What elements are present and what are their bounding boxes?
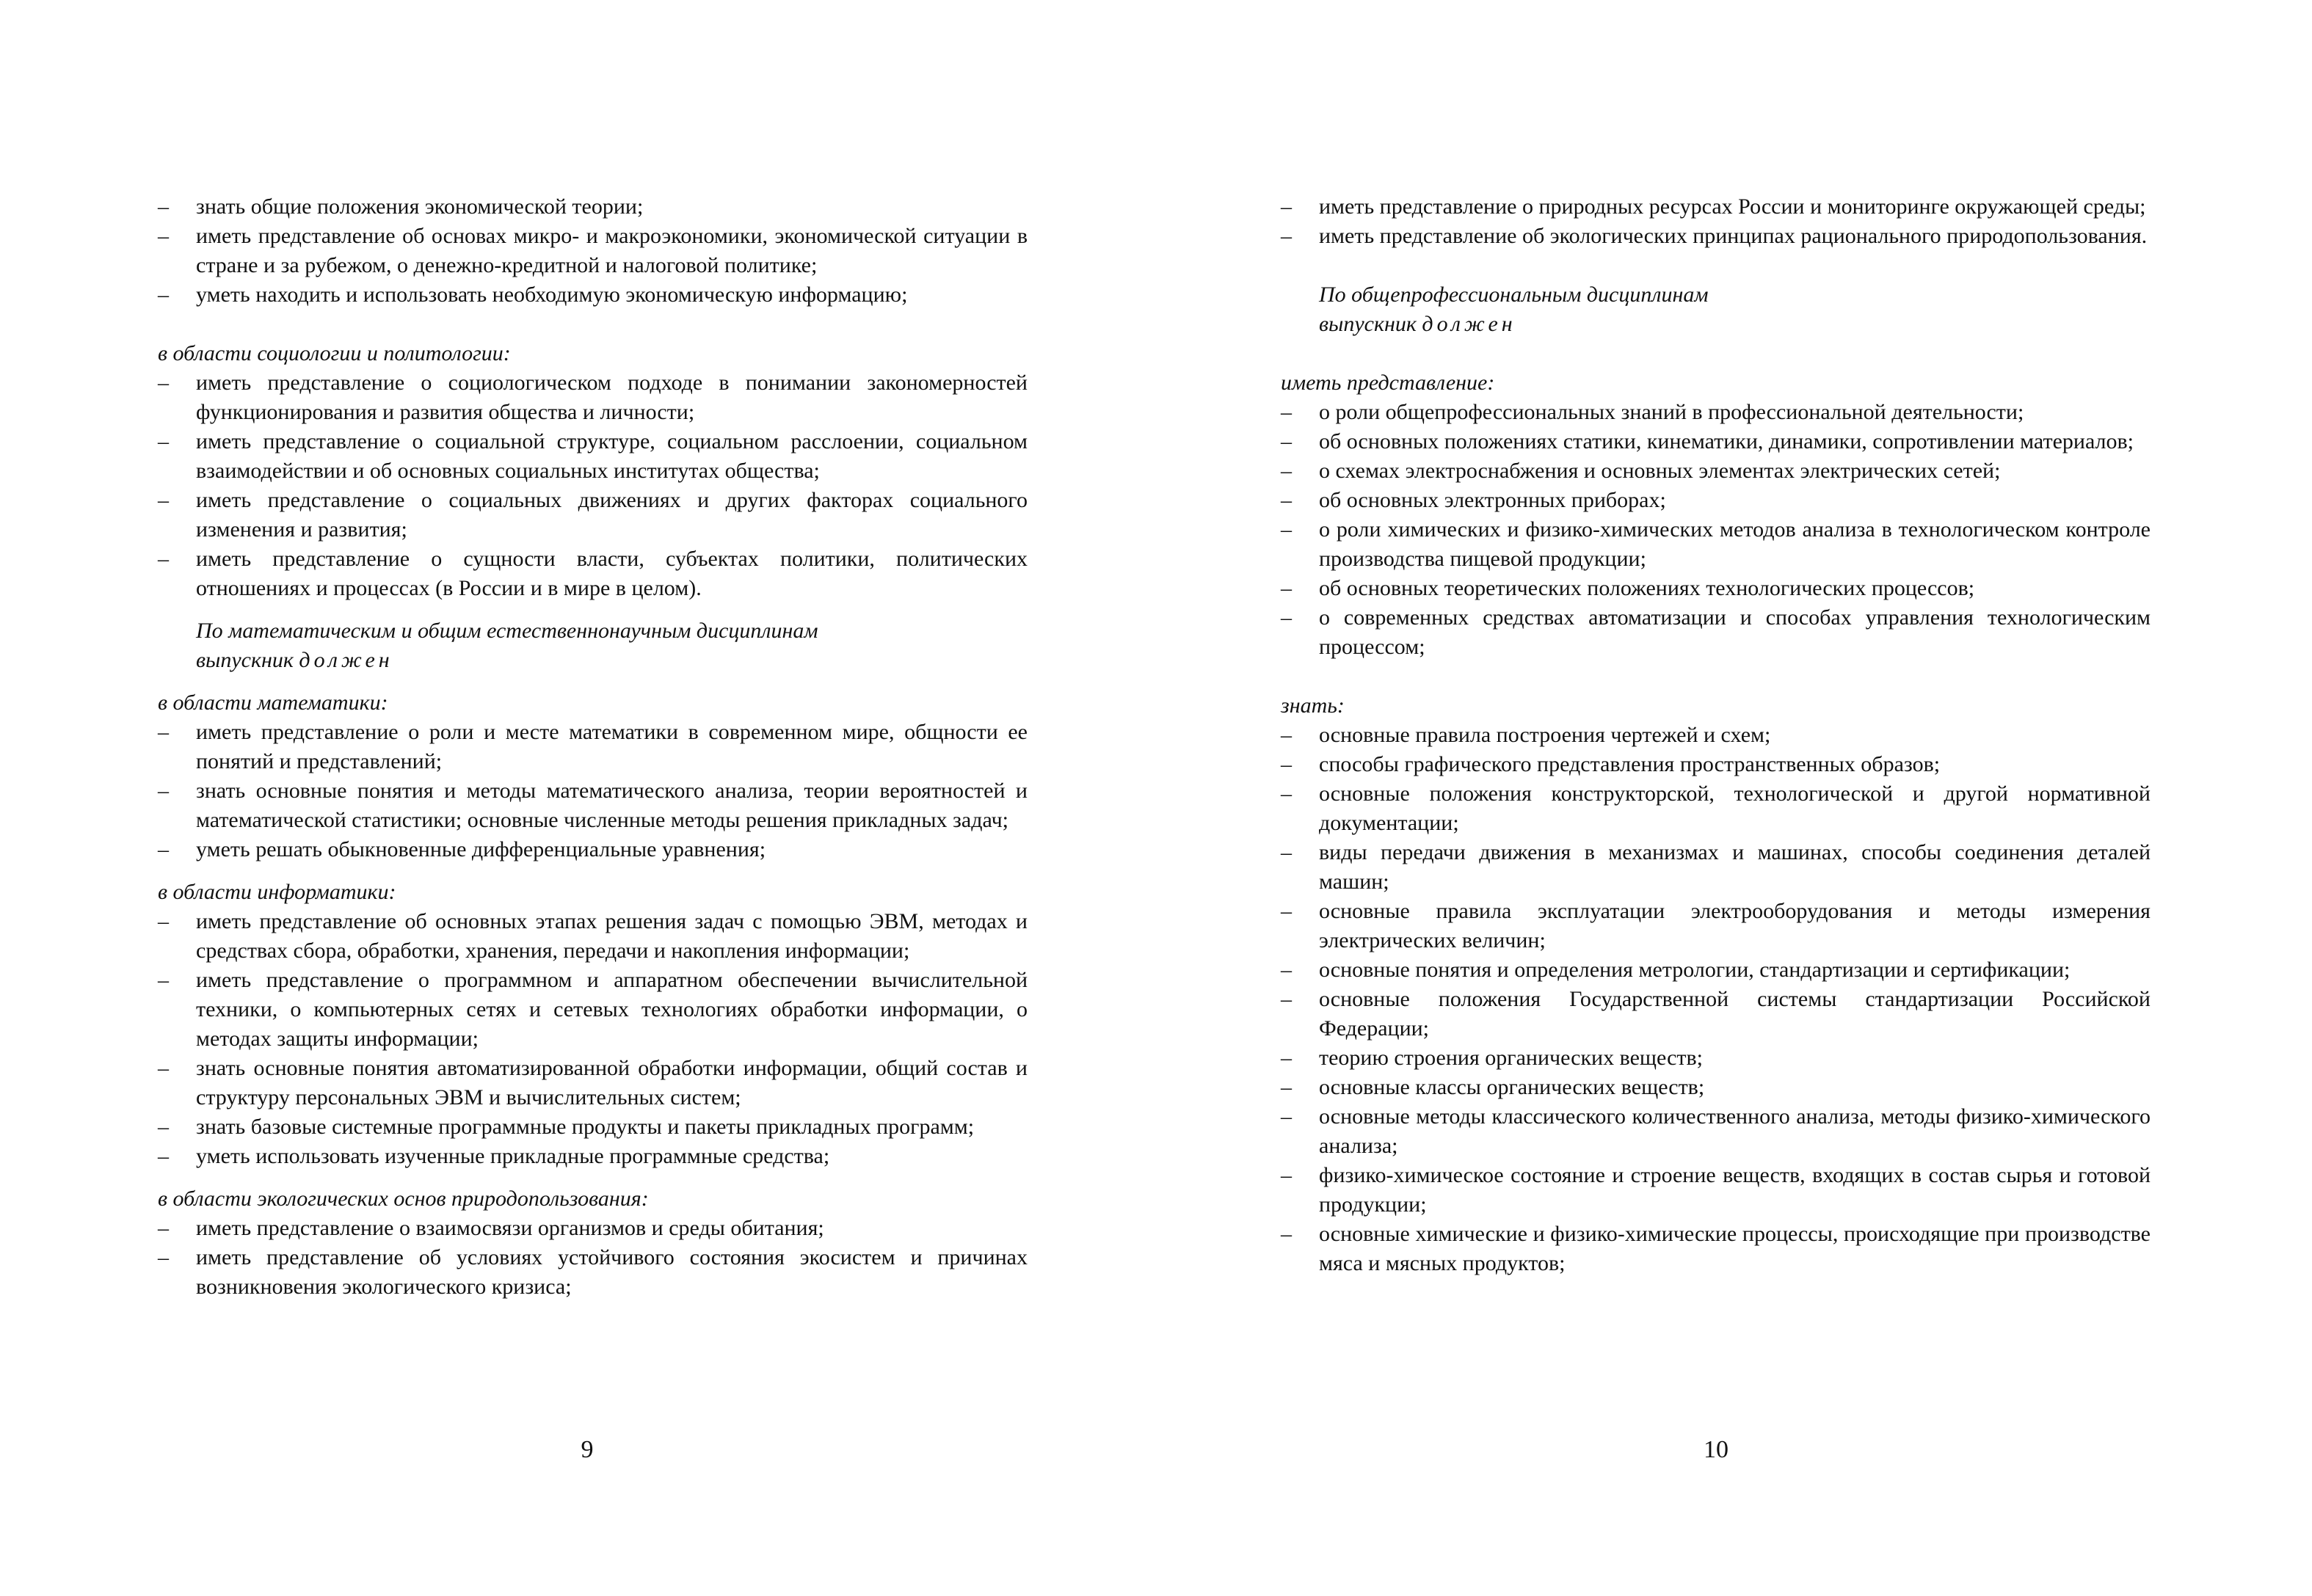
list-item: – основные классы органических веществ; (1281, 1073, 2151, 1102)
informatics-heading: в области информатики: (158, 880, 396, 904)
section-heading-line2: выпускник должен (1319, 312, 1516, 336)
right-page (1156, 0, 2312, 1596)
professional-section-heading (1281, 280, 2151, 339)
list-item: – физико-химическое состояние и строение веществ, входящих в состав сырья и готовой продукции; (1281, 1161, 2151, 1220)
list-item: – иметь представление о социальной структуре, социальном расслоении, социальном взаимодействии и об основных социальных институтах общества; (158, 427, 1028, 486)
list-item: – иметь представление о роли и месте математики в современном мире, общности ее понятий и представлений; (158, 718, 1028, 776)
list-item: – иметь представление об основах микро- и макроэкономики, экономической ситуации в стране и за рубежом, о денежно-кредитной и налоговой политике; (158, 222, 1028, 280)
math-science-section-heading (158, 616, 1028, 675)
list-item: – иметь представление о социальных движениях и других факторах социального изменения и развития; (158, 486, 1028, 544)
mathematics-heading: в области математики: (158, 690, 388, 715)
ecology-heading: в области экологических основ природопользования: (158, 1187, 649, 1211)
list-item: – иметь представление о программном и аппаратном обеспечении вычислительной техники, о компьютерных сетях и сетевых технологиях обработки информации, о методах защиты информации; (158, 966, 1028, 1054)
list-item: – о роли общепрофессиональных знаний в профессиональной деятельности; (1281, 398, 2151, 427)
list-item: – способы графического представления пространственных образов; (1281, 750, 2151, 779)
list-item: – о роли химических и физико-химических методов анализа в технологическом контроле производства пищевой продукции; (1281, 515, 2151, 574)
list-item: – уметь использовать изученные прикладные программные средства; (158, 1142, 1028, 1171)
section-heading-line2: выпускник должен (196, 648, 393, 672)
list-item: – знать базовые системные программные продукты и пакеты прикладных программ; (158, 1112, 1028, 1142)
list-item: – об основных электронных приборах; (1281, 486, 2151, 515)
list-item: – иметь представление об основных этапах решения задач с помощью ЭВМ, методах и средствах сбора, обработки, хранения, передачи и накопления информации; (158, 907, 1028, 966)
list-item: – об основных теоретических положениях технологических процессов; (1281, 574, 2151, 603)
list-item: – иметь представление о взаимосвязи организмов и среды обитания; (158, 1214, 1028, 1243)
list-item: – основные положения Государственной системы стандартизации Российской Федерации; (1281, 985, 2151, 1043)
page-number: 9 (581, 1436, 594, 1463)
know-heading: знать: (1281, 693, 1345, 718)
list-item: – виды передачи движения в механизмах и машинах, способы соединения деталей машин; (1281, 838, 2151, 897)
informatics-list (158, 907, 1028, 1171)
have-idea-list (1281, 398, 2151, 662)
list-item: – иметь представление о сущности власти, субъектах политики, политических отношениях и процессах (в России и в мире в целом). (158, 544, 1028, 603)
sociology-list (158, 368, 1028, 603)
list-item: – основные правила эксплуатации электрооборудования и методы измерения электрических величин; (1281, 897, 2151, 955)
list-item: – иметь представление о социологическом подходе в понимании закономерностей функционирования и развития общества и личности; (158, 368, 1028, 427)
list-item: – о схемах электроснабжения и основных элементах электрических сетей; (1281, 456, 2151, 486)
list-item: – теорию строения органических веществ; (1281, 1043, 2151, 1073)
left-page-text (158, 192, 1028, 1302)
list-item: – иметь представление об экологических принципах рационального природопользования. (1281, 222, 2151, 251)
know-list (1281, 721, 2151, 1278)
sociology-heading: в области социологии и политологии: (158, 341, 511, 365)
list-item: – об основных положениях статики, кинематики, динамики, сопротивлении материалов; (1281, 427, 2151, 456)
section-heading-line1: По математическим и общим естественнонаучным дисциплинам (196, 619, 818, 643)
list-item: – иметь представление о природных ресурсах России и мониторинге окружающей среды; (1281, 192, 2151, 222)
ecology-continued-list (1281, 192, 2151, 251)
list-item: – основные химические и физико-химические процессы, происходящие при производстве мяса и мясных продуктов; (1281, 1220, 2151, 1278)
list-item: – иметь представление об условиях устойчивого состояния экосистем и причинах возникновения экологического кризиса; (158, 1243, 1028, 1302)
page-number: 10 (1704, 1436, 1728, 1463)
list-item: – знать основные понятия автоматизированной обработки информации, общий состав и структуру персональных ЭВМ и вычислительных систем; (158, 1054, 1028, 1112)
ecology-list (158, 1214, 1028, 1302)
list-item: – знать общие положения экономической теории; (158, 192, 1028, 222)
list-item: – о современных средствах автоматизации и способах управления технологическим процессом; (1281, 603, 2151, 662)
list-item: – знать основные понятия и методы математического анализа, теории вероятностей и математической статистики; основные численные методы решения прикладных задач; (158, 776, 1028, 835)
list-item: – основные правила построения чертежей и схем; (1281, 721, 2151, 750)
section-heading-line1: По общепрофессиональным дисциплинам (1319, 283, 1709, 307)
right-page-text (1281, 192, 2151, 1278)
list-item: – уметь находить и использовать необходимую экономическую информацию; (158, 280, 1028, 310)
list-item: – уметь решать обыкновенные дифференциальные уравнения; (158, 835, 1028, 864)
economics-list (158, 192, 1028, 310)
list-item: – основные положения конструкторской, технологической и другой нормативной документации; (1281, 779, 2151, 838)
have-idea-heading: иметь представление: (1281, 371, 1495, 395)
list-item: – основные понятия и определения метрологии, стандартизации и сертификации; (1281, 955, 2151, 985)
list-item: – основные методы классического количественного анализа, методы физико-химического анализа; (1281, 1102, 2151, 1161)
mathematics-list (158, 718, 1028, 864)
